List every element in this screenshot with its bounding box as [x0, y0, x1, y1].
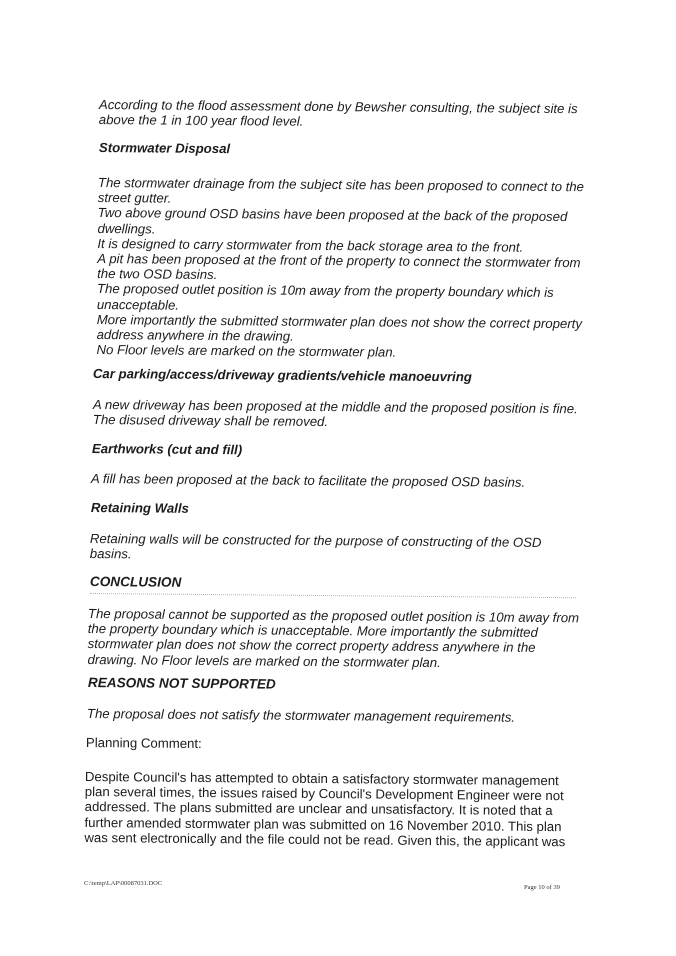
earthworks-paragraph — [91, 471, 591, 491]
text-line: According to the flood assessment done by Bewsher consulting, the subject site is — [98, 97, 578, 117]
text-line: Retaining walls will be constructed for the purpose of constructing of the OSD — [89, 531, 542, 550]
text-line: The proposal cannot be supported as the proposed outlet position is 10m away from — [87, 606, 580, 626]
text-line: A fill has been proposed at the back to facilitate the proposed OSD basins. — [90, 471, 526, 490]
text-line: The proposed outlet position is 10m away from the property boundary which is — [96, 281, 554, 301]
driveway-paragraph — [93, 397, 593, 432]
text-line: It is designed to carry stormwater from the back storage area to the front. — [97, 235, 524, 255]
text-line: above the 1 in 100 year flood level. — [98, 112, 304, 129]
text-line: was sent electronically and the file could not be read. Given this, the applicant was — [84, 829, 566, 850]
text-line: the two OSD basins. — [97, 266, 218, 283]
text-line: drawing. No Floor levels are marked on the stormwater plan. — [87, 651, 441, 670]
conclusion-paragraph — [87, 606, 581, 671]
text-line: The stormwater drainage from the subject site has been proposed to connect to the — [97, 175, 585, 195]
dotted-divider — [90, 593, 576, 598]
text-line: unacceptable. — [96, 296, 180, 313]
stormwater-paragraph — [96, 175, 593, 362]
footer-file-path: C:\temp\LAP\00087031.DOC — [84, 880, 163, 887]
reasons-paragraph — [87, 706, 587, 726]
text-line: plan several times, the issues raised by Council's Development Engineer were not — [84, 784, 564, 804]
heading-conclusion: CONCLUSION — [89, 574, 182, 590]
text-line: further amended stormwater plan was submitted on 16 November 2010. This plan — [84, 814, 562, 834]
text-line: street gutter. — [97, 190, 172, 206]
text-line: address anywhere in the drawing. — [96, 327, 294, 344]
footer-page-number: Page 10 of 39 — [524, 884, 560, 891]
text-line: the property boundary which is unacceptable. More importantly the submitted — [87, 621, 538, 641]
heading-stormwater-disposal: Stormwater Disposal — [98, 140, 231, 157]
text-line: Two above ground OSD basins have been proposed at the back of the proposed — [97, 205, 568, 225]
text-line: More importantly the submitted stormwater plan does not show the correct property — [96, 311, 583, 332]
text-line: dwellings. — [97, 220, 156, 237]
text-line: basins. — [89, 546, 132, 562]
heading-retaining-walls: Retaining Walls — [90, 500, 189, 516]
heading-car-parking: Car parking/access/driveway gradients/vehicle manoeuvring — [92, 366, 472, 385]
text-line: Despite Council's has attempted to obtain a satisfactory stormwater management — [84, 769, 559, 789]
text-line: A pit has been proposed at the front of the property to connect the stormwater from — [97, 251, 581, 271]
text-line: No Floor levels are marked on the stormwater plan. — [96, 342, 397, 360]
retaining-walls-paragraph — [90, 531, 584, 566]
heading-reasons-not-supported: REASONS NOT SUPPORTED — [87, 675, 276, 692]
text-line: A new driveway has been proposed at the middle and the proposed position is fine. — [92, 397, 578, 417]
flood-assessment-paragraph — [99, 97, 594, 132]
text-line: The proposal does not satisfy the stormwater management requirements. — [86, 706, 516, 725]
text-line: stormwater plan does not show the correct property address anywhere in the — [87, 636, 536, 656]
planning-comment-paragraph — [84, 769, 579, 849]
text-line: The disused driveway shall be removed. — [92, 412, 329, 430]
heading-planning-comment: Planning Comment: — [85, 735, 202, 752]
heading-earthworks: Earthworks (cut and fill) — [91, 441, 243, 458]
text-line: addressed. The plans submitted are unclear and unsatisfactory. It is noted that a — [84, 799, 553, 819]
